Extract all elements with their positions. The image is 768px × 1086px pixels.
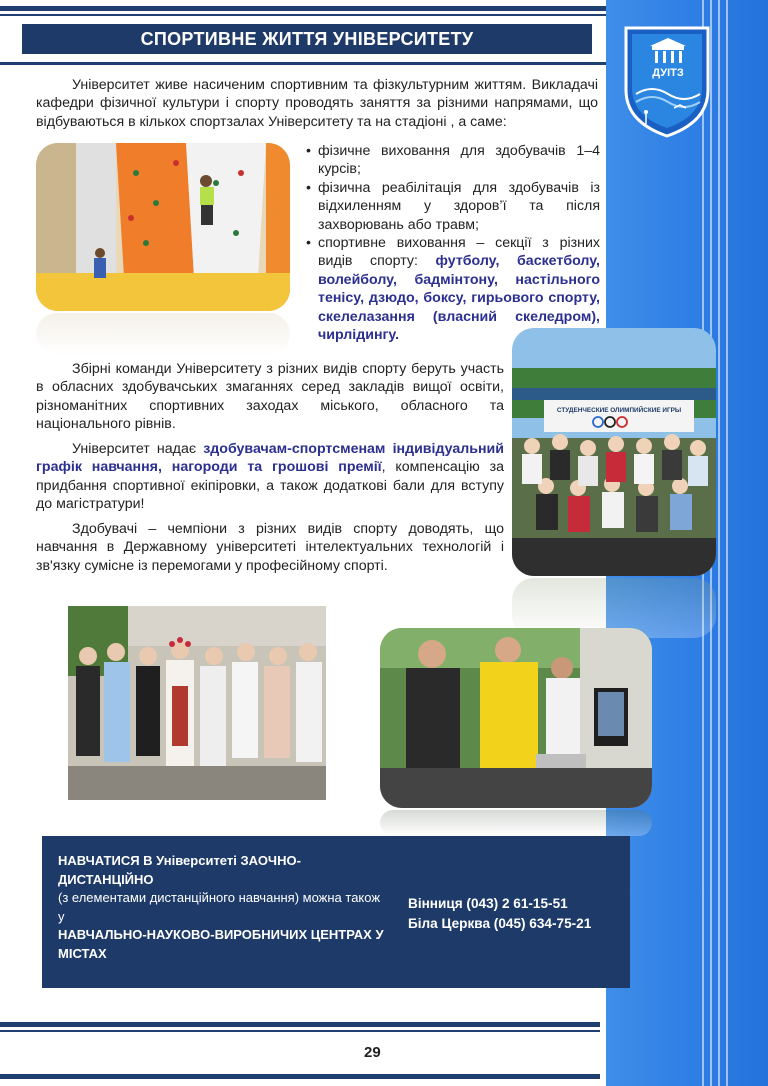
support-text: Університет надає [72, 441, 197, 457]
phone-bila-tserkva: Біла Церква (045) 634-75-21 [408, 916, 592, 931]
bottom-stripe [0, 1074, 600, 1079]
top-stripe-thin [0, 14, 606, 16]
support-text-end: , компенсацію за придбання спортивної екіпіровки, а також додаткові бали для вступу до магістратури! [36, 459, 504, 513]
page-number: 29 [364, 1044, 381, 1061]
directions-list [304, 142, 600, 344]
phone-vinnytsia: Вінниця (043) 2 61-15-51 [408, 896, 568, 911]
distance-learning-text [58, 852, 388, 964]
support-highlight: здобувачам-спортсменам індивідуальний графік навчання, нагороди та грошові премії [36, 441, 504, 476]
teams-paragraph: Збірні команди Університету з різних видів спорту беруть участь в обласних здобувачських змаганнях серед закладів вищої освіти, різноманітних спортивних заходах міського, обласного та національного рівнів. [36, 361, 504, 433]
intro-paragraph: Університет живе насиченим спортивним та фізкультурним життям. Викладачі кафедри фізичної культури і спорту проводять заняття за різними напрямами, що відбуваються в кількох спортзалах Університету та на стадіоні , а саме: [36, 77, 598, 130]
page-title: СПОРТИВНЕ ЖИТТЯ УНІВЕРСИТЕТУ [22, 24, 592, 54]
list-item: • фізичне виховання для здобувачів 1–4 курсів; [304, 142, 600, 179]
band-stripe [726, 0, 728, 1086]
photo-reflection [380, 810, 652, 836]
title-underline [0, 62, 606, 65]
bottom-stripe [0, 1022, 600, 1027]
ceremony-photo [68, 606, 326, 800]
distance-learning-box [42, 836, 630, 988]
info-centers: НАВЧАЛЬНО-НАУКОВО-ВИРОБНИЧИХ ЦЕНТРАХ У МІСТАХ [58, 927, 384, 961]
contact-phones [408, 894, 591, 934]
info-heading: НАВЧАТИСЯ В Університеті ЗАОЧНО-ДИСТАНЦІЙНО [58, 853, 301, 887]
band-stripe [718, 0, 720, 1086]
photo-reflection [36, 313, 290, 355]
logo-text: ДУІТЗ [652, 67, 684, 79]
climbing-wall-photo [36, 143, 290, 311]
list-item: • фізична реабілітація для здобувачів із відхиленням у здоров’ї та після захворювань або травм; [304, 179, 600, 234]
university-logo [622, 24, 712, 140]
list-item-text: спортивне виховання – секції з різних видів спорту: [318, 235, 600, 270]
photo-sign-text: СТУДЕНЧЕСКИЕ ОЛИМПИЙСКИЕ ИГРЫ [556, 407, 682, 414]
champions-paragraph: Здобувачі – чемпіони з різних видів спорту доводять, що навчання в Державному університеті інтелектуальних технологій і зв'язку сумісне із перемогами у професійному спорті. [36, 521, 504, 574]
computer-class-photo [380, 628, 652, 808]
support-paragraph [36, 440, 504, 514]
info-subtext: (з елементами дистанційного навчання) можна також у [58, 890, 381, 924]
top-stripe [0, 6, 606, 11]
bottom-stripe-thin [0, 1030, 600, 1032]
student-olympics-photo [512, 328, 716, 576]
sports-list-highlight: футболу, баскетболу, волейболу, бадмінтону, настільного тенісу, дзюдо, боксу, гирьового спорту, скелелазання (власний скеледром), чирлідингу. [318, 253, 600, 344]
